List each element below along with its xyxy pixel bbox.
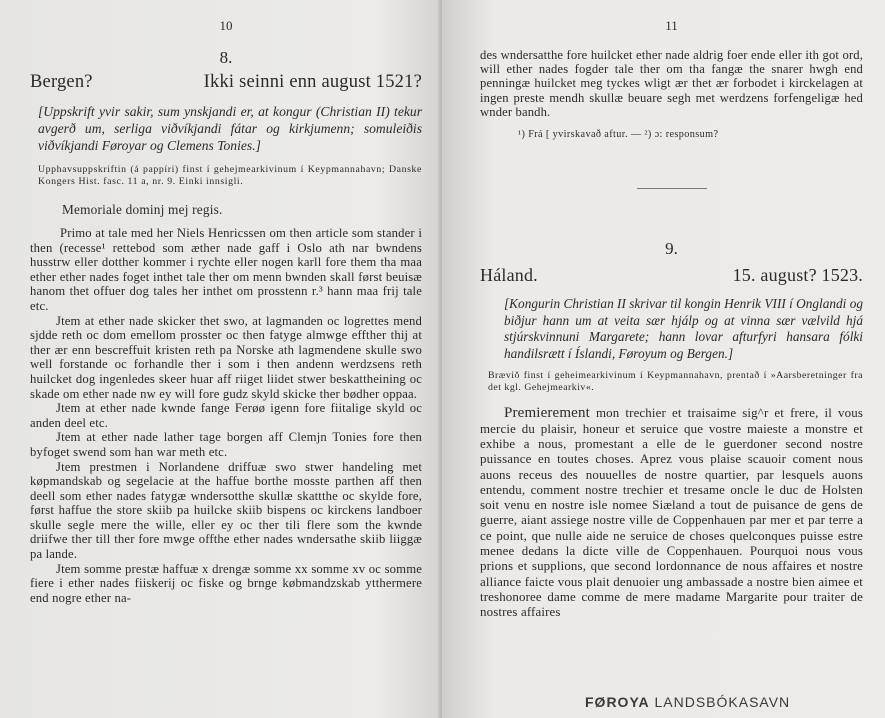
right-document-summary: [Kongurin Christian II skrivar til kongin Henrik VIII í Onglandi og biðjur hann um at veita sær hjálp og at vinna sær vælvild hjá stjúrskvinnuni Margarete; hann lovar afturfyri hansara fólki handilsrætt í Íslandi, Føroyum og Bergen.] (504, 296, 863, 361)
right-page (442, 0, 885, 718)
first-word: Premierement (504, 405, 590, 422)
left-page-number: 10 (219, 18, 233, 33)
right-document-place: Háland. (480, 265, 538, 286)
left-document-date: Ikki seinni enn august 1521? (203, 72, 422, 92)
left-document-body (30, 226, 422, 605)
right-continuation-text: des wndersatthe fore huilcket ether nade aldrig foer ende eller ith got ord, will ether nades fogder tale ther om tha fangæ the snarer hwgh end penningæ huilcket meg tyckes wligt ær thet ær forbodet i kirckelagen at ingen preste mendh skullæ beuare segh met werdzens forfengeligæ hed wnder bandh. (480, 48, 863, 119)
paragraph: Jtem at ether nade kwnde fange Ferøø igenn fore fiitalige skyld oc anden deel etc. (30, 401, 422, 430)
left-page (0, 0, 442, 718)
right-document-body (480, 406, 863, 620)
paragraph: Primo at tale med her Niels Henricssen om then article som stander i then (recesse¹ rettebod som æther nade gaff i Oslo ath nar bwndens husstrw eller dotther kommer i rychte eller nogen karll fore them tha maa ether ether nades foget inthet tale ther om menn bwnden skall først beuisæ hanom thet offuer dog tales her inthet om prosstenn r.³ hann maa frij tale etc. (30, 226, 422, 313)
right-document-date: 15. august? 1523. (732, 265, 863, 286)
section-divider (637, 188, 707, 189)
left-document-place: Bergen? (30, 72, 93, 92)
stamp-bold-text: FØROYA (585, 694, 650, 710)
paragraph: Jtem at ether nade lather tage borgen aff Clemjn Tonies fore then byfoget swend som han war meth etc. (30, 430, 422, 459)
french-text: mon trechier et traisaime sig^r et frere, il vous mercie du plaisir, honeur et seruice que vostre maieste a monstre et exhibe a nous, promestant a elle de le guerdoner second nostre puissance en toutes choses. Aprez vous plaise scauoir coment nous auons receus des nouuelles de nostre quartier, par lesquels auons entendu, comment nostre trechier et tresame oncle le duc de Holsten soit venu en nostre isle nomee Siæland a tout de puisance de gens de guerre, aiant assiege nostre ville de Coppenhauen par mer et par terre a ce point, que nulle aide ne seruice de choses quelconques puisse estre menee dedans la dicte ville de Coppenhauen. Pourquoi nous vous prions et supplions, que second lordonnance de nous affaires et nostre alliance faicte vous plait denuoier ung ambassade a nostre bien aimee et treshonoree dame comme de mere madame Margarite pour traiter de nostres affaires (480, 406, 864, 620)
left-document-source: Upphavsuppskriftin (á pappíri) finst í gehejmearkivinum í Keypmannahavn; Danske Kongers Hist. fasc. 11 a, nr. 9. Einki innsigli. (38, 164, 422, 187)
stamp-text: LANDSBÓKASAVN (654, 694, 791, 710)
paragraph: Jtem somme prestæ haffuæ x drengæ somme xx somme xv oc somme fiere i ether nades fiiskerij oc fiske og brnge købmandzskab ytthermere end nogre ether na- (30, 561, 422, 605)
paragraph: Jtem at ether nade skicker thet swo, at lagmanden oc logrettes mend sjdde reth oc dom emellom prosster oc then fatyge almwge effther thij at ther ær enn bescreffuit kristen reth pa Norske ath lagmendene skulle swo well forstande oc forhandle ther i som i then andenn werdzsens reth huilcket dog ingenledes skeer huar aff riiget liidet stwer beskattheining oc skade om ether nade nw ey will fore gudz skyld skicke ther bødher oppaa. (30, 313, 422, 401)
left-document-summary: [Uppskrift yvir sakir, sum ynskjandi er, at kongur (Christian II) tekur avgerð um, serliga viðvíkjandi fátar og kirkjumenn; somuleiðis viðvíkjandi Føroyar og Clemens Tonies.] (38, 104, 422, 153)
left-document-lede: Memoriale dominj mej regis. (62, 202, 223, 217)
paragraph: Jtem prestmen i Norlandene driffuæ swo stwer handeling met køpmandskab og segelacie at the haffue borthe mosste parthen aff then deell som ether nades fatygæ wndersotthe skullæ skattthe oc skylde fore, først haffue the store skiib pa huilcke skiib bispens oc kirckens landboer skulle segle mere the wille, eller ey oc ther tili flere som the kwnde driifwe ther till ther fore mwge offthe ether nades wndersathe skiib liiggæ pa lande. (30, 459, 422, 562)
right-document-number: 9. (665, 239, 678, 259)
left-document-heading (30, 72, 422, 93)
right-page-number: 11 (665, 18, 678, 33)
left-document-number: 8. (219, 48, 233, 67)
right-document-heading (480, 265, 863, 286)
right-document-source: Bræviǒ finst í geheimearkivinum í Keypmannahavn, prentað í »Aarsberetninger fra det kgl. Gehejmearkiv«. (488, 370, 863, 394)
library-stamp (585, 694, 790, 710)
footnote: ¹) Frá [ yvirskavað aftur. — ²) ɔ: responsum? (518, 129, 719, 141)
